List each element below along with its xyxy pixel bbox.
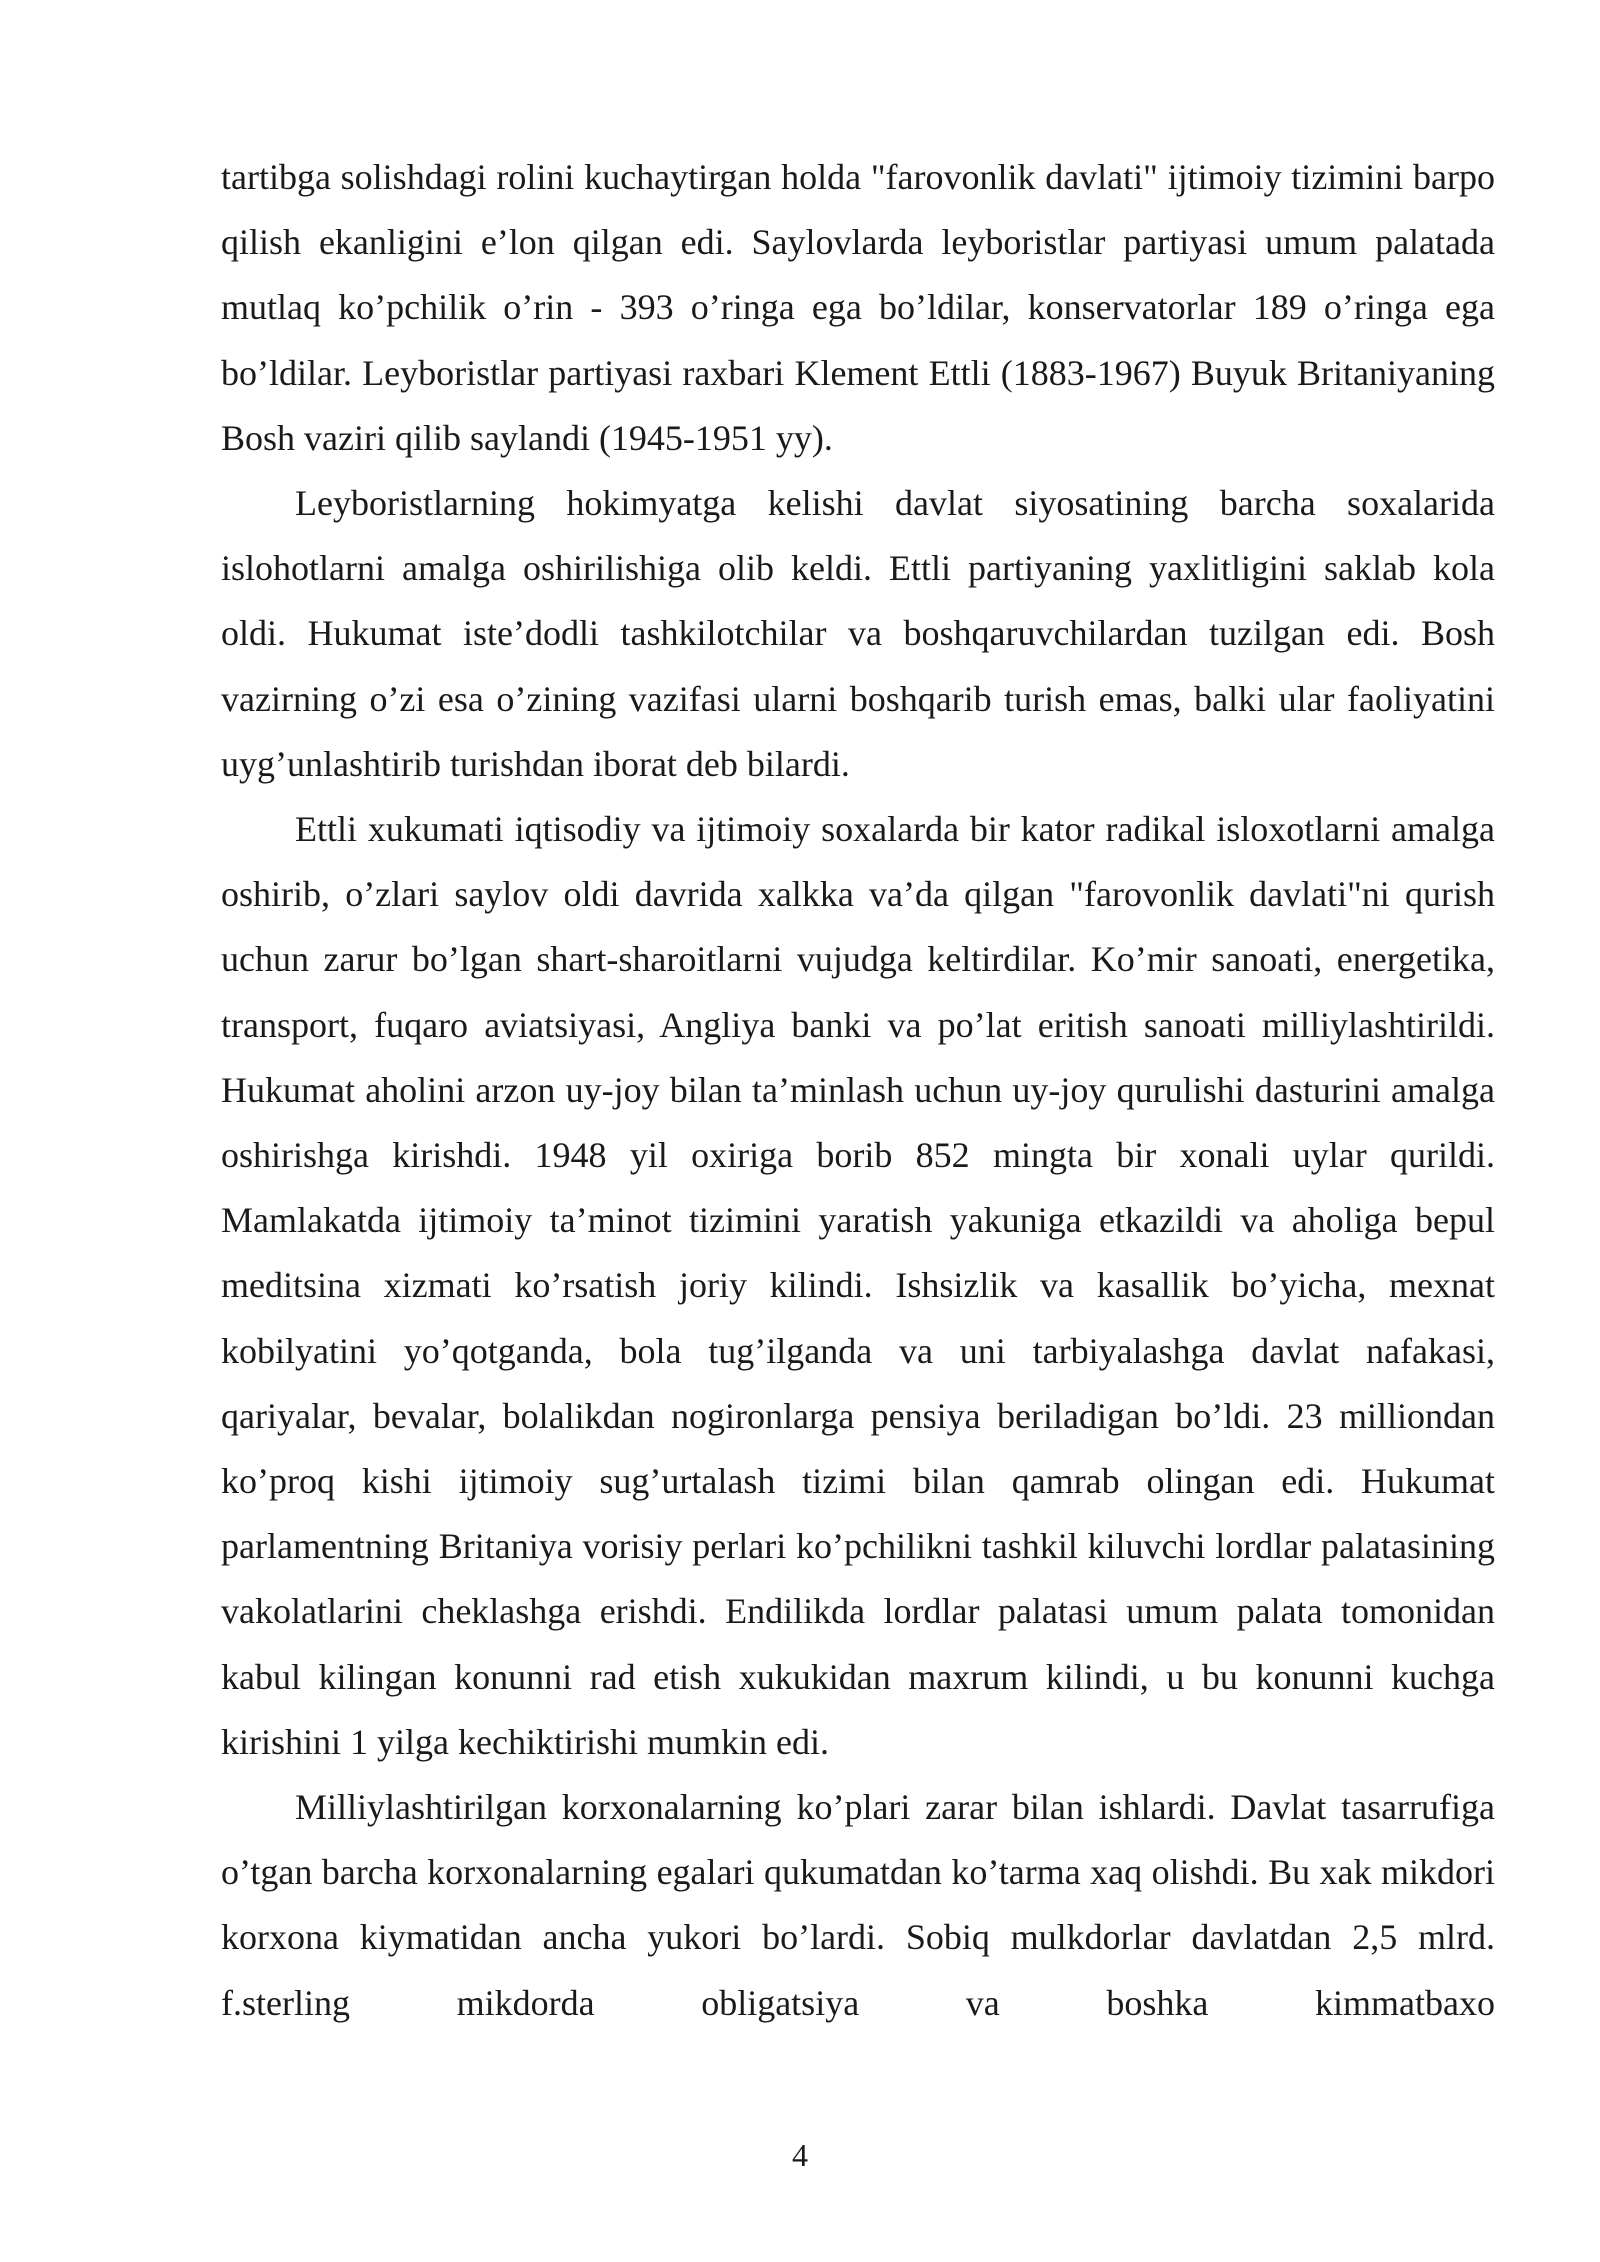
paragraph-welfare-state: Ettli xukumati iqtisodiy va ijtimoiy soxalarda bir kator radikal isloxotlarni amalga oshirib, o’zlari saylov oldi davrida xalkka va’da qilgan "farovonlik davlati"ni qurish uchun zarur bo’lgan shart-sharoitlarni vujudga keltirdilar. Ko’mir sanoati, energetika, transport, fuqaro aviatsiyasi, Angliya banki va po’lat eritish sanoati milliylashtirildi. Hukumat aholini arzon uy-joy bilan ta’minlash uchun uy-joy qurulishi dasturini amalga oshirishga kirishdi. 1948 yil oxiriga borib 852 mingta bir xonali uylar qurildi. Mamlakatda ijtimoiy ta’minot tizimini yaratish yakuniga etkazildi va aholiga bepul meditsina xizmati ko’rsatish joriy kilindi. Ishsizlik va kasallik bo’yicha, mexnat kobilyatini yo’qotganda, bola tug’ilganda va uni tarbiyalashga davlat nafakasi, qariyalar, bevalar, bolalikdan nogironlarga pensiya beriladigan bo’ldi. 23 milliondan ko’proq kishi ijtimoiy sug’urtalash tizimi bilan qamrab olingan edi. Hukumat parlamentning Britaniya vorisiy perlari ko’pchilikni tashkil kiluvchi lordlar palatasining vakolatlarini cheklashga erishdi. Endilikda lordlar palatasi umum palata tomonidan kabul kilingan konunni rad etish xukukidan maxrum kilindi, u bu konunni kuchga kirishini 1 yilga kechiktirishi mumkin edi. [221,809,1495,1762]
paragraph-labour-reforms: Leyboristlarning hokimyatga kelishi davlat siyosatining barcha soxalarida islohotlarni amalga oshirilishiga olib keldi. Ettli partiyaning yaxlitligini saklab kola oldi. Hukumat iste’dodli tashkilotchilar va boshqaruvchilardan tuzilgan edi. Bosh vazirning o’zi esa o’zining vazifasi ularni boshqarib turish emas, balki ular faoliyatini uyg’unlashtirib turishdan iborat deb bilardi. [221,483,1495,784]
paragraph-nationalization: Milliylashtirilgan korxonalarning ko’plari zarar bilan ishlardi. Davlat tasarrufiga o’tgan barcha korxonalarning egalari qukumatdan ko’tarma xaq olishdi. Bu xak mikdori korxona kiymatidan ancha yukori bo’lardi. Sobiq mulkdorlar davlatdan 2,5 mlrd. f.sterling mikdorda obligatsiya va boshka kimmatbaxo [221,1787,1495,2023]
paragraph-continued: tartibga solishdagi rolini kuchaytirgan holda "farovonlik davlati" ijtimoiy tizimini barpo qilish ekanligini e’lon qilgan edi. Saylovlarda leyboristlar partiyasi umum palatada mutlaq ko’pchilik o’rin - 393 o’ringa ega bo’ldilar, konservatorlar 189 o’ringa ega bo’ldilar. Leyboristlar partiyasi raxbari Klement Ettli (1883-1967) Buyuk Britaniyaning Bosh vaziri qilib saylandi (1945-1951 yy). [221,157,1495,458]
document-body [221,145,1495,2036]
page-number: 4 [792,2137,808,2173]
